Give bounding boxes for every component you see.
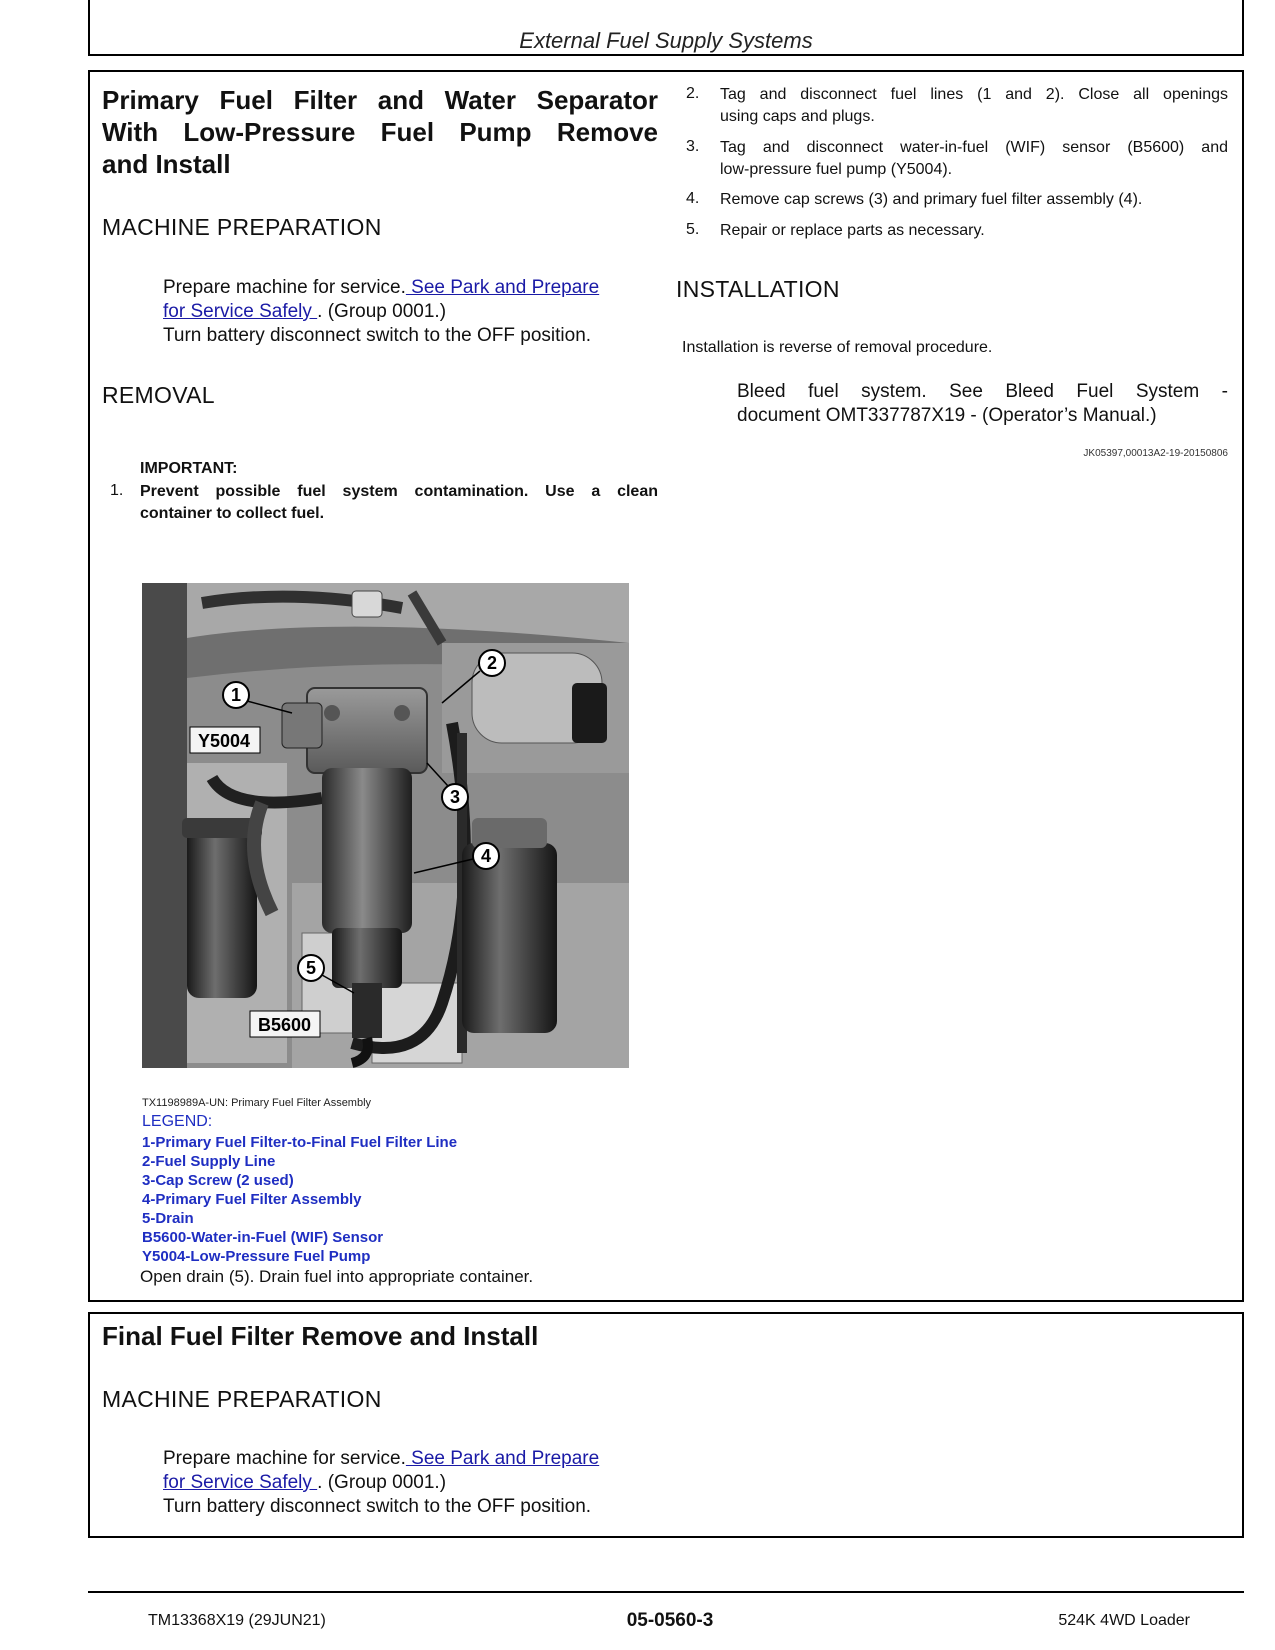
prepare-text: Prepare machine for service. [163,277,406,298]
legend-heading: LEGEND: [142,1113,213,1130]
document-reference: JK05397,00013A2-19-20150806 [1083,448,1228,459]
section1-title-line3: and Install [102,149,231,179]
service-safely-link[interactable]: for Service Safely [163,301,318,322]
page-header [88,0,1244,56]
legend-item-4: 4-Primary Fuel Filter Assembly [142,1191,362,1208]
section2-service-safely-link[interactable]: for Service Safely [163,1472,318,1493]
section2-prepare-line [163,1447,599,1471]
machine-preparation-heading: MACHINE PREPARATION [102,214,382,240]
installation-heading: INSTALLATION [676,276,840,302]
step1-line2: container to collect fuel. [140,505,325,522]
footer-page-number: 05-0560-3 [626,1610,714,1631]
section2-prepare-text: Prepare machine for service. [163,1448,406,1469]
step3-line1: Tag and disconnect water-in-fuel (WIF) sensor (B5600) and [720,139,1228,156]
legend-item-6: B5600-Water-in-Fuel (WIF) Sensor [142,1229,384,1246]
open-drain-text: Open drain (5). Drain fuel into appropriate container. [140,1267,534,1286]
section2-title: Final Fuel Filter Remove and Install [102,1321,539,1351]
y5004-label: Y5004 [198,731,251,751]
bleed-line2: document OMT337787X19 - (Operator’s Manual.) [737,405,1157,426]
callout-3-label: 3 [449,787,461,807]
step2-line1: Tag and disconnect fuel lines (1 and 2). Close all openings [720,86,1228,103]
callout-1-label: 1 [230,685,242,705]
removal-heading: REMOVAL [102,382,215,408]
legend-item-5: 5-Drain [142,1210,194,1227]
section2-group-ref: . (Group 0001.) [317,1472,447,1493]
footer-rule [88,1591,1244,1593]
b5600-label: B5600 [258,1015,312,1035]
callout-5-label: 5 [305,958,317,978]
prepare-machine-line2 [163,300,446,324]
step3-number: 3. [686,138,700,155]
legend-item-3: 3-Cap Screw (2 used) [142,1172,294,1189]
primary-fuel-filter-photo [142,583,629,1068]
legend-item-7: Y5004-Low-Pressure Fuel Pump [142,1248,371,1265]
section1-title-line2: With Low-Pressure Fuel Pump Remove [102,117,658,147]
section2-battery-disconnect-text: Turn battery disconnect switch to the OFF position. [163,1496,592,1517]
bleed-line1: Bleed fuel system. See Bleed Fuel System - [737,381,1228,402]
legend-item-1: 1-Primary Fuel Filter-to-Final Fuel Filter Line [142,1134,458,1151]
installation-text: Installation is reverse of removal procedure. [682,339,993,356]
battery-disconnect-text: Turn battery disconnect switch to the OFF position. [163,325,592,346]
section2-prepare-line2 [163,1471,446,1495]
figure-caption: TX1198989A-UN: Primary Fuel Filter Assembly [142,1097,372,1109]
group-ref: . (Group 0001.) [317,301,447,322]
footer-model: 524K 4WD Loader [1058,1612,1190,1629]
header-title: External Fuel Supply Systems [519,28,813,53]
callout-4-label: 4 [480,846,492,866]
important-label: IMPORTANT: [140,460,238,477]
section2-machine-preparation-heading: MACHINE PREPARATION [102,1386,382,1412]
step4-number: 4. [686,190,700,207]
step1-line1: Prevent possible fuel system contamination. Use a clean [140,483,658,500]
step2-line2: using caps and plugs. [720,108,875,125]
step2-number: 2. [686,85,700,102]
park-prepare-link[interactable]: See Park and Prepare [405,277,600,298]
legend-item-2: 2-Fuel Supply Line [142,1153,276,1170]
prepare-machine-line [163,276,599,300]
section2-park-prepare-link[interactable]: See Park and Prepare [405,1448,600,1469]
step4-line1: Remove cap screws (3) and primary fuel filter assembly (4). [720,191,1143,208]
footer-manual-id: TM13368X19 (29JUN21) [148,1612,326,1629]
callout-2-label: 2 [486,653,498,673]
step1-number: 1. [110,482,124,499]
section1-title-line1: Primary Fuel Filter and Water Separator [102,85,658,115]
step5-line1: Repair or replace parts as necessary. [720,222,985,239]
step3-line2: low-pressure fuel pump (Y5004). [720,161,953,178]
step5-number: 5. [686,221,700,238]
